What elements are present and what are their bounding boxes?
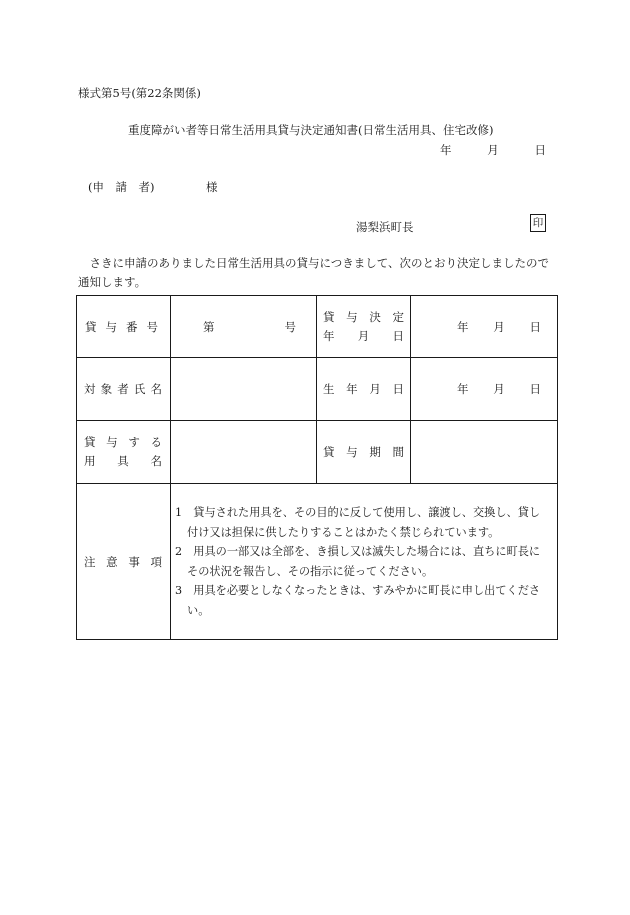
- table-row: [77, 421, 558, 484]
- notes-content: [171, 484, 558, 640]
- table-row: [77, 358, 558, 421]
- list-item: 3 用具を必要としなくなったときは、すみやかに町長に申し出てください。: [175, 584, 541, 617]
- loan-period-label: 貸 与 期 間: [317, 421, 411, 484]
- document-title: 重度障がい者等日常生活用具貸与決定通知書(日常生活用具、住宅改修): [128, 123, 494, 137]
- body-text: さきに申請のありました日常生活用具の貸与につきまして、次のとおり決定しましたので通知します。: [78, 256, 550, 289]
- issue-date: [440, 142, 546, 158]
- item-name-label: 貸 与 す る 用 具 名: [77, 421, 171, 484]
- table-row: [77, 484, 558, 640]
- decision-table: [76, 295, 558, 640]
- date-day: 日: [534, 143, 546, 157]
- date-month: 月: [487, 143, 499, 157]
- birth-date-value: 年 月 日: [411, 358, 558, 421]
- decision-date-value: 年 月 日: [411, 296, 558, 358]
- date-year: 年: [440, 143, 452, 157]
- item-name-value: [171, 421, 317, 484]
- loan-number-value: 第 号: [171, 296, 317, 358]
- loan-number-label: 貸 与 番 号: [77, 296, 171, 358]
- subject-name-value: [171, 358, 317, 421]
- list-item: 1 貸与された用具を、その目的に反して使用し、譲渡し、交換し、貸し付け又は担保に供したりすることはかたく禁じられています。: [175, 506, 541, 539]
- birth-date-label: 生 年 月 日: [317, 358, 411, 421]
- form-number: 様式第5号(第22条関係): [78, 86, 201, 100]
- applicant-label: (申 請 者): [88, 180, 155, 194]
- loan-period-value: [411, 421, 558, 484]
- list-item: 2 用具の一部又は全部を、き損し又は滅失した場合には、直ちに町長にその状況を報告し、その指示に従ってください。: [175, 545, 541, 578]
- subject-name-label: 対 象 者 氏 名: [77, 358, 171, 421]
- decision-date-label: 貸 与 決 定 年 月 日: [317, 296, 411, 358]
- notes-label: 注 意 事 項: [77, 484, 171, 640]
- table-row: [77, 296, 558, 358]
- applicant-honorific: 様: [206, 180, 218, 194]
- issuer-name: 湯梨浜町長: [356, 220, 414, 234]
- seal-mark: 印: [530, 214, 546, 232]
